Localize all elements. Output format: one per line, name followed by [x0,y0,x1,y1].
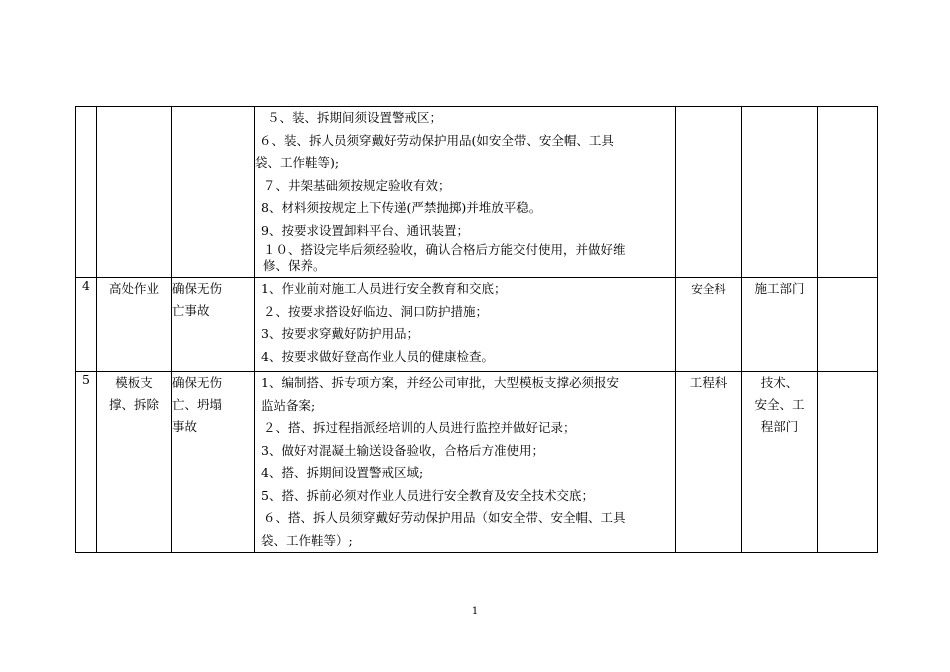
item-line: 撑、拆除 [108,397,159,412]
goal-line: 确保无伤 [172,375,223,390]
measure-line: 3、做好对混凝土输送设备验收，合格后方准使用； [261,442,544,458]
measure-line: 1、编制搭、拆专项方案，并经公司审批，大型模板支撑必须报安 [261,375,619,390]
goal-line: 事故 [172,419,198,434]
dept-line: 安全、工 [754,397,805,412]
safety-measures [255,372,676,553]
safety-measures [255,107,676,278]
table-row [76,372,878,553]
remarks-cell [818,278,878,372]
measure-line: 3、按要求穿戴好防护用品； [261,326,419,341]
dept-line: 程部门 [760,419,799,434]
measure-line: ５、装、拆期间须设置警戒区； [267,110,443,125]
implementing-dept [742,372,818,553]
safety-measures-table [75,106,878,553]
item-line: 模板支 [115,375,153,390]
measure-line: ６、搭、拆人员须穿戴好劳动保护用品（如安全带、安全帽、工具 [263,510,626,525]
measure-line: ６、装、拆人员须穿戴好劳动保护用品(如安全带、安全帽、工具 [259,132,614,148]
work-item [97,372,172,553]
row-number [76,107,97,278]
row-number: 4 [76,278,97,372]
goal-line: 确保无伤 [172,281,223,296]
safety-goal [172,107,255,278]
responsible-unit: 工程科 [676,372,742,553]
measure-line: 5、搭、拆前必须对作业人员进行安全教育及安全技术交底； [261,487,594,503]
page-number: 1 [471,606,479,617]
goal-line: 亡事故 [172,303,210,318]
responsible-unit: 安全科 [676,278,742,372]
work-item: 高处作业 [97,278,172,372]
responsible-unit [676,107,742,278]
measure-line: 4、搭、拆期间设置警戒区域; [261,465,424,480]
measure-line: ７、井架基础须按规定验收有效； [263,177,451,193]
safety-measures [255,278,676,372]
goal-line: 亡、坍塌 [172,397,223,412]
implementing-dept [742,107,818,278]
measure-line: 8、材料须按规定上下传递(严禁抛掷)并堆放平稳。 [261,200,542,215]
measure-line: 袋、工作鞋等); [255,155,340,170]
table-row [76,107,878,278]
work-item [97,107,172,278]
implementing-dept: 施工部门 [742,278,818,372]
measure-line: 1、作业前对施工人员进行安全教育和交底； [261,281,507,296]
measure-line: ２、搭、拆过程指派经培训的人员进行监控并做好记录； [263,420,576,435]
safety-goal [172,278,255,372]
safety-goal [172,372,255,553]
measure-line: 9、按要求设置卸料平台、通讯装置； [261,222,469,238]
measure-line: 4、按要求做好登高作业人员的健康检查。 [261,348,494,364]
row-number: 5 [76,372,97,553]
measure-line: １０、搭设完毕后须经验收，确认合格后方能交付使用，并做好维 [263,242,626,257]
measure-line: 监站备案; [261,397,316,413]
measure-line: 袋、工作鞋等）; [261,532,353,548]
measure-line: 修、保养。 [263,258,326,273]
table-row [76,278,878,372]
remarks-cell [818,107,878,278]
dept-line: 技术、 [760,375,799,390]
measure-line: ２、按要求搭设好临边、洞口防护措施； [263,303,489,319]
remarks-cell [818,372,878,553]
